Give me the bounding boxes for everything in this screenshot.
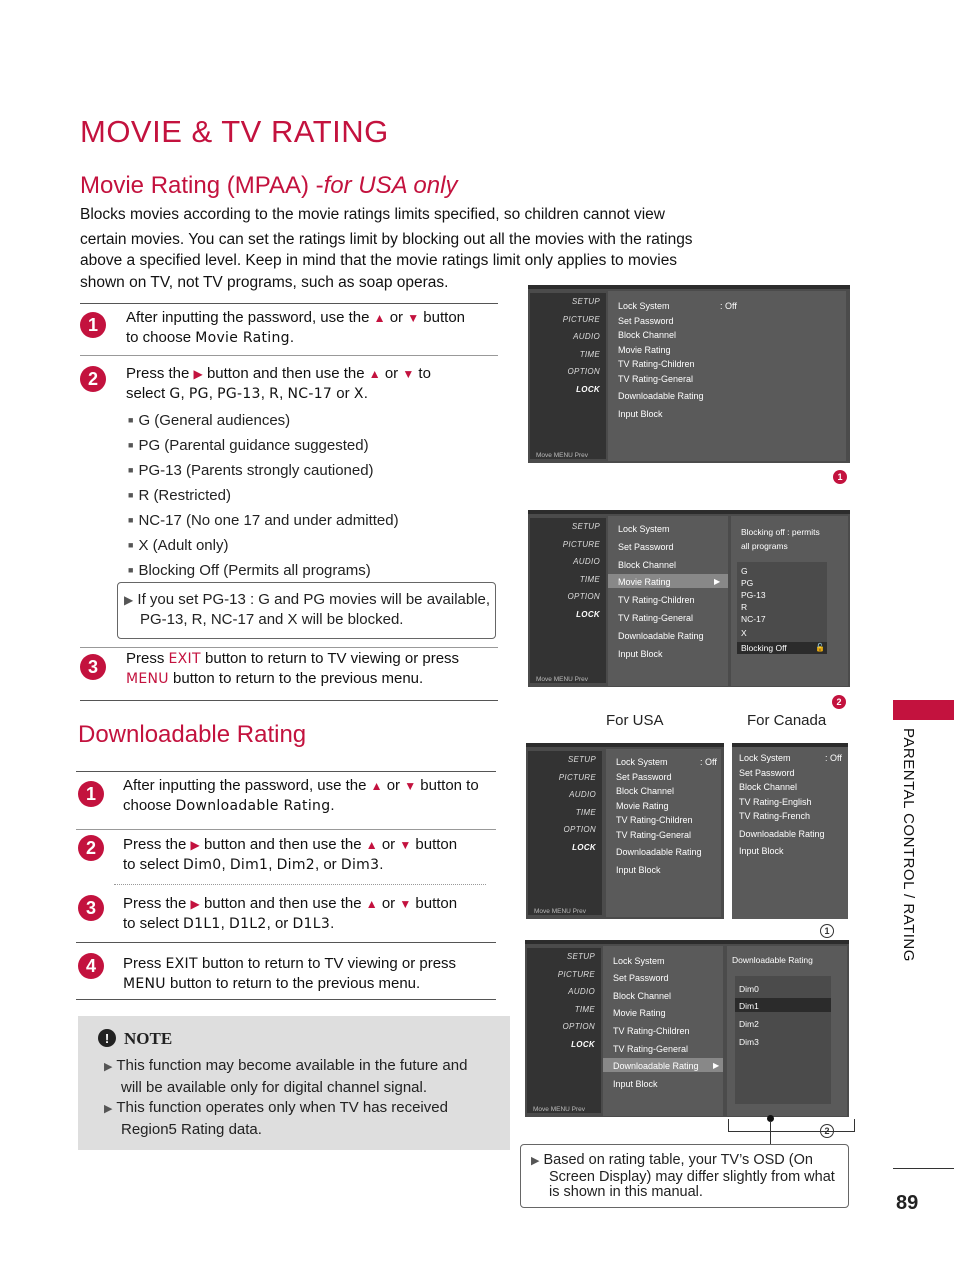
osd-side-tabs: SETUP PICTURE AUDIO TIME OPTION LOCK bbox=[530, 518, 606, 683]
arrow-icon: ▶ bbox=[531, 1155, 540, 1167]
osd-disclaimer: ▶ Based on rating table, your TV’s OSD (On Screen Display) may differ slightly from what is shown in this manual. bbox=[520, 1144, 849, 1208]
osd-side-tabs: SETUP PICTURE AUDIO TIME OPTION LOCK bbox=[528, 751, 602, 915]
osd-footer: Move MENU Prev bbox=[536, 452, 589, 459]
divider bbox=[76, 999, 496, 1000]
movie-rating-heading: Movie Rating (MPAA) -for USA only bbox=[80, 172, 458, 199]
step-number: 2 bbox=[78, 835, 104, 861]
info-box: ▶ If you set PG-13 : G and PG movies will be available, PG-13, R, NC-17 and X will be blocked. bbox=[117, 582, 496, 639]
divider bbox=[114, 884, 486, 885]
osd-screen-downloadable bbox=[525, 940, 849, 1117]
arrow-icon: ▶ bbox=[104, 1061, 113, 1073]
arrow-icon: ▶ bbox=[124, 593, 134, 607]
osd-footer: Move MENU Prev bbox=[536, 676, 589, 683]
section-tab bbox=[893, 700, 954, 720]
dl-step-2-text: Press the ▶ button and then use the ▲ or ▼ button to select Dim0, Dim1, Dim2, or Dim3. bbox=[123, 836, 458, 873]
osd-footer: Move MENU Prev bbox=[534, 908, 587, 915]
list-item: ■ X (Adult only) bbox=[128, 533, 399, 558]
step-number: 2 bbox=[80, 366, 106, 392]
step-number: 1 bbox=[78, 781, 104, 807]
divider bbox=[76, 771, 496, 772]
list-item: ■ G (General audiences) bbox=[128, 408, 399, 433]
step-3-text: Press EXIT button to return to TV viewing or press MENU button to return to the previous menu. bbox=[126, 650, 460, 687]
osd-menu-list: Lock System : Off Set Password Block Channel Movie Rating TV Rating-Children TV Rating-General Downloadable Rating Input Block bbox=[606, 749, 721, 917]
step-number: 3 bbox=[80, 654, 106, 680]
label-for-canada: For Canada bbox=[747, 712, 827, 729]
list-item: ▶ This function operates only when TV has received bbox=[104, 1099, 448, 1116]
step-1-text: After inputting the password, use the ▲ or ▼ button to choose Movie Rating. bbox=[126, 309, 466, 346]
dl-step-3-text: Press the ▶ button and then use the ▲ or ▼ button to select D1L1, D1L2, or D1L3. bbox=[123, 895, 458, 932]
osd-side-tabs: SETUP PICTURE AUDIO TIME OPTION LOCK bbox=[527, 948, 601, 1113]
divider bbox=[80, 355, 498, 356]
pointer-line bbox=[770, 1121, 771, 1145]
arrow-right-icon: ▶ bbox=[714, 577, 721, 586]
osd-dl-options: Dim0 Dim1 Dim2 Dim3 bbox=[735, 976, 831, 1104]
divider bbox=[76, 942, 496, 943]
step-number: 4 bbox=[78, 953, 104, 979]
list-item: ▶ This function may become available in the future and bbox=[104, 1057, 468, 1074]
step-badge: 1 bbox=[833, 470, 847, 484]
note-label: NOTE bbox=[124, 1029, 173, 1048]
osd-footer: Move MENU Prev bbox=[533, 1106, 586, 1113]
list-item: ■ R (Restricted) bbox=[128, 483, 399, 508]
osd-side-tabs: SETUP PICTURE AUDIO TIME OPTION LOCK bbox=[530, 293, 606, 459]
list-item: ■ Blocking Off (Permits all programs) bbox=[128, 558, 399, 583]
divider bbox=[76, 829, 496, 830]
note-box bbox=[78, 1016, 510, 1150]
osd-dl-panel: Downloadable Rating Dim0 Dim1 Dim2 Dim3 bbox=[727, 946, 847, 1116]
lock-icon: 🔓 bbox=[815, 643, 825, 652]
osd-rating-options: G PG PG-13 R NC-17 X Blocking Off 🔓 bbox=[737, 562, 827, 654]
side-label: PARENTAL CONTROL / RATING bbox=[900, 728, 917, 962]
divider bbox=[80, 700, 498, 701]
osd-screen-usa-menu bbox=[528, 285, 850, 463]
divider bbox=[893, 1168, 954, 1169]
osd-menu-list: Lock System Set Password Block Channel Movie Rating ▶ TV Rating-Children TV Rating-General Downloadable Rating Input Block bbox=[608, 516, 728, 686]
arrow-right-icon: ▶ bbox=[713, 1061, 720, 1070]
step-badge: 1 bbox=[820, 924, 834, 938]
osd-rating-panel: Blocking off : permits all programs G PG PG-13 R NC-17 X Blocking Off 🔓 bbox=[731, 516, 848, 686]
divider bbox=[80, 303, 498, 304]
rating-list bbox=[128, 408, 399, 583]
dl-step-1-text: After inputting the password, use the ▲ or ▼ button to choose Downloadable Rating. bbox=[123, 777, 479, 814]
step-badge: 2 bbox=[832, 695, 846, 709]
step-number: 1 bbox=[80, 312, 106, 338]
bracket-line bbox=[728, 1119, 855, 1132]
downloadable-rating-heading: Downloadable Rating bbox=[78, 721, 307, 748]
list-item: ■ NC-17 (No one 17 and under admitted) bbox=[128, 508, 399, 533]
list-item: ■ PG (Parental guidance suggested) bbox=[128, 433, 399, 458]
exclamation-icon: ! bbox=[98, 1029, 116, 1047]
intro-paragraph: Blocks movies according to the movie ratings limits specified, so children cannot view certain movies. You can set the ratings limit by blocking out all the movies with the ratings above a specified level. Keep in mind that the movie ratings limit only applies to movies shown on TV, not TV programs, such as soap operas. bbox=[80, 206, 693, 291]
step-badge: 2 bbox=[820, 1124, 834, 1138]
list-item: ■ PG-13 (Parents strongly cautioned) bbox=[128, 458, 399, 483]
page-title: MOVIE & TV RATING bbox=[80, 114, 389, 149]
step-2-text: Press the ▶ button and then use the ▲ or ▼ to select G, PG, PG-13, R, NC-17 or X. bbox=[126, 365, 431, 402]
osd-menu-list: Lock System : Off Set Password Block Channel TV Rating-English TV Rating-French Downloadable Rating Input Block bbox=[739, 753, 842, 856]
osd-menu-list: Lock System Set Password Block Channel Movie Rating TV Rating-Children TV Rating-General Downloadable Rating ▶ Input Block bbox=[603, 946, 723, 1116]
page-number: 89 bbox=[896, 1192, 919, 1214]
note-list: ▶ This function may become available in the future and will be available only for digital channel signal. ▶ This function operates only when TV has received Region5 Rating data. bbox=[104, 1056, 490, 1140]
osd-screen-movie-rating bbox=[528, 510, 850, 687]
osd-screen-canada bbox=[732, 743, 848, 919]
label-for-usa: For USA bbox=[606, 712, 664, 729]
divider bbox=[80, 647, 498, 648]
osd-menu-list: Lock System : Off Set Password Block Channel Movie Rating TV Rating-Children TV Rating-General Downloadable Rating Input Block bbox=[608, 291, 846, 461]
step-number: 3 bbox=[78, 895, 104, 921]
osd-screen-usa bbox=[526, 743, 724, 919]
arrow-icon: ▶ bbox=[104, 1103, 113, 1115]
dl-step-4-text: Press EXIT button to return to TV viewing or press MENU button to return to the previous menu. bbox=[123, 955, 457, 992]
